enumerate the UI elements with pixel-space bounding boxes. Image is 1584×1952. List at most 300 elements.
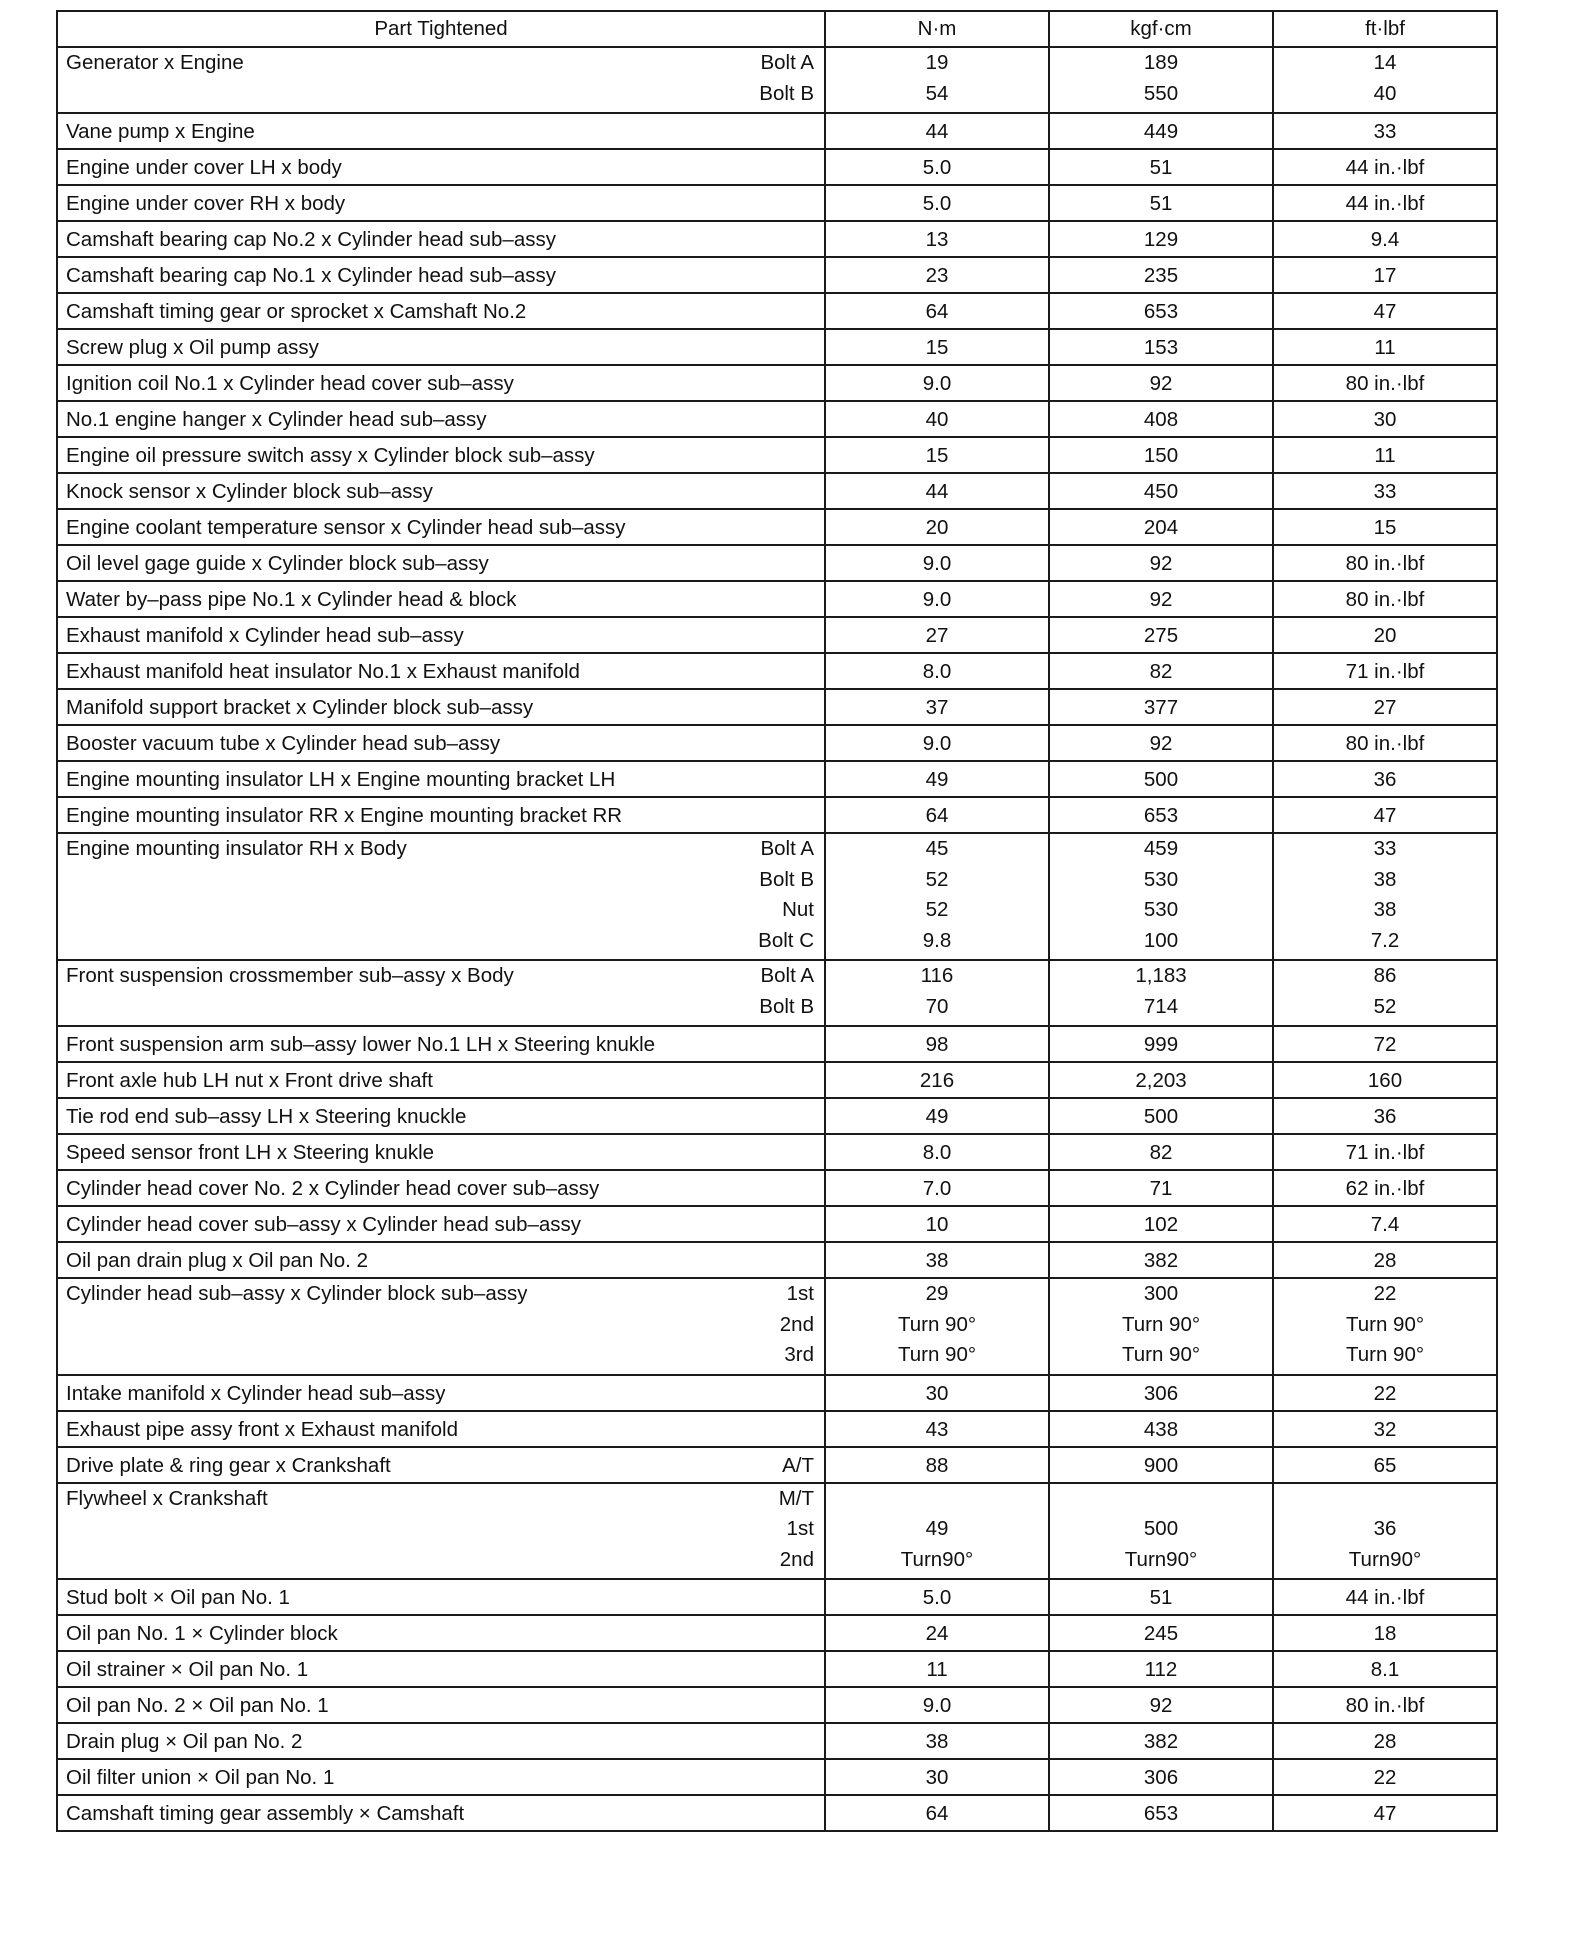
table-row xyxy=(57,1134,1497,1170)
ft-lbf-value: 33 xyxy=(1373,837,1397,860)
nm-cell xyxy=(825,1278,1049,1375)
part-name: Oil pan No. 2 × Oil pan No. 1 xyxy=(66,1694,329,1717)
nm-value: 8.0 xyxy=(922,1141,952,1164)
nm-cell xyxy=(825,833,1049,960)
kgf-cm-cell xyxy=(1049,401,1273,437)
part-cell xyxy=(57,1579,825,1615)
ft-lbf-cell xyxy=(1273,1723,1497,1759)
header-part-tightened: Part Tightened xyxy=(57,11,825,47)
ft-lbf-cell xyxy=(1273,401,1497,437)
part-cell xyxy=(57,473,825,509)
part-cell-content xyxy=(58,258,824,292)
part-cell xyxy=(57,293,825,329)
part-cell-content xyxy=(58,438,824,472)
table-row xyxy=(57,1026,1497,1062)
ft-lbf-value: 7.4 xyxy=(1370,1213,1400,1236)
ft-lbf-cell xyxy=(1273,833,1497,960)
sub-labels xyxy=(767,1484,814,1576)
kgf-cm-cell xyxy=(1049,581,1273,617)
kgf-cm-cell xyxy=(1049,1026,1273,1062)
ft-lbf-cell xyxy=(1273,149,1497,185)
part-name: Manifold support bracket x Cylinder block sub–assy xyxy=(66,696,534,719)
ft-lbf-cell xyxy=(1273,1579,1497,1615)
torque-spec-table xyxy=(56,10,1498,1832)
table-row xyxy=(57,1447,1497,1483)
ft-lbf-value: 38 xyxy=(1373,898,1397,921)
ft-lbf-value: 36 xyxy=(1373,1105,1397,1128)
sub-label: 1st xyxy=(786,1517,814,1540)
kgf-cm-value: 82 xyxy=(1149,660,1173,683)
nm-value: 9.0 xyxy=(922,1694,952,1717)
table-row xyxy=(57,1579,1497,1615)
table-row xyxy=(57,833,1497,960)
ft-lbf-cell xyxy=(1273,797,1497,833)
nm-value: 15 xyxy=(925,336,949,359)
part-cell xyxy=(57,960,825,1026)
kgf-cm-cell xyxy=(1049,113,1273,149)
nm-value: 5.0 xyxy=(922,192,952,215)
ft-lbf-cell xyxy=(1273,1447,1497,1483)
kgf-cm-value: 382 xyxy=(1143,1730,1179,1753)
part-cell xyxy=(57,1723,825,1759)
ft-lbf-value: 11 xyxy=(1374,336,1396,359)
nm-cell xyxy=(825,1062,1049,1098)
ft-lbf-cell xyxy=(1273,1411,1497,1447)
part-name: Screw plug x Oil pump assy xyxy=(66,336,319,359)
nm-value: 43 xyxy=(925,1417,949,1441)
kgf-cm-value: 449 xyxy=(1143,120,1179,143)
part-cell-content xyxy=(58,762,824,796)
kgf-cm-value: 102 xyxy=(1143,1213,1179,1236)
part-cell-content xyxy=(58,1760,824,1794)
nm-cell xyxy=(825,509,1049,545)
kgf-cm-cell xyxy=(1049,293,1273,329)
nm-value: 44 xyxy=(925,480,949,503)
sub-labels xyxy=(768,1279,814,1371)
kgf-cm-value: 300 xyxy=(1143,1282,1179,1305)
header-ft-lbf: ft·lbf xyxy=(1273,11,1497,47)
ft-lbf-cell xyxy=(1273,185,1497,221)
part-cell xyxy=(57,257,825,293)
nm-cell xyxy=(825,257,1049,293)
nm-cell xyxy=(825,617,1049,653)
header-kgf-cm: kgf·cm xyxy=(1049,11,1273,47)
ft-lbf-value: 27 xyxy=(1373,696,1397,719)
sub-label: Bolt A xyxy=(760,964,814,987)
kgf-cm-value: 51 xyxy=(1149,156,1173,179)
ft-lbf-value: 22 xyxy=(1373,1381,1397,1405)
kgf-cm-cell xyxy=(1049,617,1273,653)
sub-labels xyxy=(747,961,814,1022)
part-name: Oil pan drain plug x Oil pan No. 2 xyxy=(66,1249,368,1272)
part-name: Cylinder head sub–assy x Cylinder block sub–assy xyxy=(66,1282,528,1305)
sub-label: Bolt A xyxy=(760,837,814,860)
kgf-cm-value: 275 xyxy=(1143,624,1179,647)
part-cell-content xyxy=(58,1652,824,1686)
ft-lbf-cell xyxy=(1273,221,1497,257)
part-cell xyxy=(57,1242,825,1278)
ft-lbf-value: 44 in.·lbf xyxy=(1345,192,1425,215)
part-name: Engine coolant temperature sensor x Cylinder head sub–assy xyxy=(66,516,626,539)
ft-lbf-cell xyxy=(1273,47,1497,113)
nm-value: 37 xyxy=(925,696,949,719)
nm-cell xyxy=(825,149,1049,185)
ft-lbf-value xyxy=(1274,1484,1496,1515)
ft-lbf-value: 72 xyxy=(1373,1033,1397,1056)
nm-value: 64 xyxy=(925,1802,949,1825)
nm-value xyxy=(826,1484,1048,1515)
ft-lbf-cell xyxy=(1273,617,1497,653)
ft-lbf-cell xyxy=(1273,581,1497,617)
table-row xyxy=(57,221,1497,257)
part-cell xyxy=(57,1759,825,1795)
nm-value: 10 xyxy=(925,1213,949,1236)
nm-cell xyxy=(825,1615,1049,1651)
part-cell xyxy=(57,221,825,257)
kgf-cm-cell xyxy=(1049,1062,1273,1098)
kgf-cm-value: Turn 90° xyxy=(1121,1312,1201,1336)
nm-cell xyxy=(825,1795,1049,1831)
nm-value: 40 xyxy=(925,408,949,431)
ft-lbf-value: 22 xyxy=(1373,1282,1397,1305)
table-row xyxy=(57,401,1497,437)
ft-lbf-cell xyxy=(1273,653,1497,689)
table-row xyxy=(57,149,1497,185)
ft-lbf-value: 80 in.·lbf xyxy=(1345,1694,1425,1717)
sub-label: 2nd xyxy=(779,1547,814,1571)
ft-lbf-cell xyxy=(1273,1795,1497,1831)
kgf-cm-value: 235 xyxy=(1143,264,1179,287)
part-cell-content xyxy=(58,1448,824,1482)
ft-lbf-value: 22 xyxy=(1373,1766,1397,1789)
kgf-cm-value: 530 xyxy=(1143,898,1179,921)
ft-lbf-value: 71 in.·lbf xyxy=(1345,1141,1425,1164)
ft-lbf-value: Turn 90° xyxy=(1345,1312,1425,1336)
table-row xyxy=(57,293,1497,329)
kgf-cm-cell xyxy=(1049,509,1273,545)
kgf-cm-value: 550 xyxy=(1143,81,1179,105)
kgf-cm-value: 653 xyxy=(1143,804,1179,827)
kgf-cm-value: 112 xyxy=(1144,1658,1178,1681)
kgf-cm-cell xyxy=(1049,1687,1273,1723)
part-cell-content xyxy=(58,1580,824,1614)
part-cell-content xyxy=(58,726,824,760)
kgf-cm-value: 92 xyxy=(1149,1694,1173,1717)
nm-cell xyxy=(825,185,1049,221)
ft-lbf-cell xyxy=(1273,1170,1497,1206)
table-row xyxy=(57,185,1497,221)
nm-value: 9.0 xyxy=(922,552,952,575)
nm-value: 216 xyxy=(919,1069,955,1092)
nm-value: 30 xyxy=(925,1381,949,1405)
part-cell xyxy=(57,1375,825,1411)
part-cell-content xyxy=(58,474,824,508)
nm-cell xyxy=(825,293,1049,329)
kgf-cm-value: 500 xyxy=(1143,1105,1179,1128)
part-cell-content xyxy=(58,186,824,220)
part-cell xyxy=(57,437,825,473)
ft-lbf-value: 80 in.·lbf xyxy=(1345,588,1425,611)
nm-value: 54 xyxy=(925,81,949,105)
sub-labels xyxy=(770,1448,814,1482)
sub-labels xyxy=(746,834,814,956)
part-cell-content xyxy=(58,402,824,436)
kgf-cm-value: 92 xyxy=(1149,372,1173,395)
part-cell-content xyxy=(58,690,824,724)
ft-lbf-value: 20 xyxy=(1373,624,1397,647)
nm-cell xyxy=(825,329,1049,365)
part-cell xyxy=(57,365,825,401)
part-cell xyxy=(57,401,825,437)
part-cell xyxy=(57,725,825,761)
part-cell-content xyxy=(58,834,824,959)
ft-lbf-cell xyxy=(1273,329,1497,365)
kgf-cm-cell xyxy=(1049,1170,1273,1206)
nm-cell xyxy=(825,1242,1049,1278)
ft-lbf-cell xyxy=(1273,1687,1497,1723)
part-cell xyxy=(57,1026,825,1062)
part-cell xyxy=(57,1098,825,1134)
nm-value: 5.0 xyxy=(922,156,952,179)
part-name: Camshaft timing gear or sprocket x Camshaft No.2 xyxy=(66,300,527,323)
kgf-cm-cell xyxy=(1049,1795,1273,1831)
nm-value: 9.0 xyxy=(922,588,952,611)
part-cell-content xyxy=(58,48,824,112)
ft-lbf-value: Turn90° xyxy=(1348,1547,1422,1571)
part-cell xyxy=(57,545,825,581)
table-row xyxy=(57,581,1497,617)
nm-cell xyxy=(825,1170,1049,1206)
nm-value: 15 xyxy=(925,444,949,467)
nm-cell xyxy=(825,653,1049,689)
kgf-cm-value: 450 xyxy=(1143,480,1179,503)
part-cell-content xyxy=(58,618,824,652)
kgf-cm-cell xyxy=(1049,365,1273,401)
part-name: No.1 engine hanger x Cylinder head sub–assy xyxy=(66,408,487,431)
kgf-cm-cell xyxy=(1049,47,1273,113)
kgf-cm-value: 900 xyxy=(1143,1453,1179,1477)
header-row xyxy=(57,11,1497,47)
part-cell-content xyxy=(58,114,824,148)
part-cell-content xyxy=(58,1412,824,1446)
table-row xyxy=(57,1687,1497,1723)
nm-value: Turn 90° xyxy=(897,1312,977,1336)
ft-lbf-cell xyxy=(1273,1134,1497,1170)
kgf-cm-cell xyxy=(1049,689,1273,725)
part-name: Booster vacuum tube x Cylinder head sub–assy xyxy=(66,732,501,755)
table-row xyxy=(57,761,1497,797)
kgf-cm-cell xyxy=(1049,653,1273,689)
sub-label: Bolt B xyxy=(759,994,814,1018)
table-row xyxy=(57,1615,1497,1651)
part-name: Knock sensor x Cylinder block sub–assy xyxy=(66,480,433,503)
sub-label: M/T xyxy=(778,1486,814,1510)
nm-value: 19 xyxy=(925,51,949,74)
part-cell xyxy=(57,329,825,365)
sub-label: Bolt B xyxy=(759,867,814,891)
ft-lbf-value: 32 xyxy=(1373,1417,1397,1441)
kgf-cm-cell xyxy=(1049,1615,1273,1651)
table-row xyxy=(57,1411,1497,1447)
table-row xyxy=(57,725,1497,761)
kgf-cm-value: 1,183 xyxy=(1135,964,1187,987)
kgf-cm-value: Turn 90° xyxy=(1121,1343,1201,1366)
part-cell-content xyxy=(58,1099,824,1133)
ft-lbf-value: 7.2 xyxy=(1370,928,1400,952)
ft-lbf-cell xyxy=(1273,509,1497,545)
part-cell-content xyxy=(58,366,824,400)
table-row xyxy=(57,1062,1497,1098)
part-cell-content xyxy=(58,961,824,1025)
table-row xyxy=(57,1170,1497,1206)
kgf-cm-value: 306 xyxy=(1143,1381,1179,1405)
table-row xyxy=(57,437,1497,473)
ft-lbf-cell xyxy=(1273,1375,1497,1411)
part-cell-content xyxy=(58,1688,824,1722)
table-row xyxy=(57,1483,1497,1580)
kgf-cm-cell xyxy=(1049,725,1273,761)
kgf-cm-value: 71 xyxy=(1149,1177,1173,1200)
ft-lbf-value: 30 xyxy=(1373,408,1397,431)
table-row xyxy=(57,1206,1497,1242)
kgf-cm-cell xyxy=(1049,149,1273,185)
table-row xyxy=(57,47,1497,113)
sub-label: A/T xyxy=(782,1453,814,1477)
kgf-cm-value: 438 xyxy=(1143,1417,1179,1441)
part-cell-content xyxy=(58,798,824,832)
nm-value: Turn 90° xyxy=(897,1343,977,1366)
part-cell-content xyxy=(58,1616,824,1650)
part-cell-content xyxy=(58,582,824,616)
kgf-cm-value: 306 xyxy=(1143,1766,1179,1789)
part-name: Engine under cover RH x body xyxy=(66,192,346,215)
ft-lbf-cell xyxy=(1273,113,1497,149)
table-body xyxy=(57,47,1497,1831)
sub-label: 1st xyxy=(786,1282,814,1305)
part-name: Engine mounting insulator RH x Body xyxy=(66,837,407,860)
kgf-cm-cell xyxy=(1049,221,1273,257)
nm-cell xyxy=(825,1759,1049,1795)
kgf-cm-value: 653 xyxy=(1143,300,1179,323)
part-name: Oil level gage guide x Cylinder block sub–assy xyxy=(66,552,489,575)
part-name: Exhaust manifold x Cylinder head sub–assy xyxy=(66,624,464,647)
kgf-cm-value: 382 xyxy=(1143,1249,1179,1272)
ft-lbf-value: Turn 90° xyxy=(1345,1343,1425,1366)
nm-cell xyxy=(825,797,1049,833)
part-cell xyxy=(57,149,825,185)
nm-value: 27 xyxy=(925,624,949,647)
sub-label: 3rd xyxy=(784,1343,814,1366)
ft-lbf-value: 11 xyxy=(1374,444,1396,467)
part-cell xyxy=(57,1206,825,1242)
kgf-cm-value: 51 xyxy=(1149,192,1173,215)
ft-lbf-cell xyxy=(1273,1098,1497,1134)
kgf-cm-value: 500 xyxy=(1143,768,1179,791)
part-name: Drive plate & ring gear x Crankshaft xyxy=(66,1453,391,1477)
table-row xyxy=(57,1098,1497,1134)
nm-cell xyxy=(825,1206,1049,1242)
table-row xyxy=(57,329,1497,365)
ft-lbf-value: 47 xyxy=(1373,1802,1397,1825)
nm-cell xyxy=(825,725,1049,761)
part-cell-content xyxy=(58,1027,824,1061)
ft-lbf-value: 17 xyxy=(1373,264,1397,287)
part-cell-content xyxy=(58,1171,824,1205)
ft-lbf-cell xyxy=(1273,1026,1497,1062)
part-name: Front suspension arm sub–assy lower No.1 LH x Steering knukle xyxy=(66,1033,656,1056)
part-cell xyxy=(57,1447,825,1483)
part-name: Flywheel x Crankshaft xyxy=(66,1486,268,1510)
part-cell xyxy=(57,761,825,797)
nm-value: 20 xyxy=(925,516,949,539)
part-cell xyxy=(57,1170,825,1206)
ft-lbf-value: 80 in.·lbf xyxy=(1345,732,1425,755)
kgf-cm-cell xyxy=(1049,1759,1273,1795)
nm-cell xyxy=(825,1411,1049,1447)
table-header xyxy=(57,11,1497,47)
nm-value: 64 xyxy=(925,804,949,827)
nm-value: 11 xyxy=(926,1658,948,1681)
nm-cell xyxy=(825,437,1049,473)
kgf-cm-cell xyxy=(1049,1278,1273,1375)
table-row xyxy=(57,1723,1497,1759)
sub-labels xyxy=(747,48,814,109)
part-name: Oil pan No. 1 × Cylinder block xyxy=(66,1622,338,1645)
nm-value: 30 xyxy=(925,1766,949,1789)
table-row xyxy=(57,1759,1497,1795)
part-cell xyxy=(57,797,825,833)
nm-cell xyxy=(825,545,1049,581)
sub-label: Bolt B xyxy=(759,81,814,105)
part-cell xyxy=(57,185,825,221)
kgf-cm-cell xyxy=(1049,960,1273,1026)
part-name: Vane pump x Engine xyxy=(66,120,255,143)
part-name: Exhaust manifold heat insulator No.1 x Exhaust manifold xyxy=(66,660,580,683)
ft-lbf-value: 36 xyxy=(1373,1517,1397,1540)
part-cell xyxy=(57,47,825,113)
part-cell xyxy=(57,1483,825,1580)
table-row xyxy=(57,1795,1497,1831)
nm-value: 29 xyxy=(925,1282,949,1305)
ft-lbf-cell xyxy=(1273,545,1497,581)
nm-value: 38 xyxy=(925,1249,949,1272)
part-cell xyxy=(57,1651,825,1687)
kgf-cm-cell xyxy=(1049,1134,1273,1170)
nm-value: 116 xyxy=(920,964,954,987)
kgf-cm-value: 204 xyxy=(1143,516,1179,539)
table-row xyxy=(57,797,1497,833)
kgf-cm-cell xyxy=(1049,1242,1273,1278)
part-cell xyxy=(57,653,825,689)
kgf-cm-value: 82 xyxy=(1149,1141,1173,1164)
nm-value: 52 xyxy=(925,898,949,921)
ft-lbf-value: 65 xyxy=(1373,1453,1397,1477)
table-row xyxy=(57,473,1497,509)
part-name: Front suspension crossmember sub–assy x Body xyxy=(66,964,514,987)
part-cell xyxy=(57,1795,825,1831)
sub-label: Bolt C xyxy=(758,928,814,952)
kgf-cm-value: 245 xyxy=(1143,1622,1179,1645)
part-cell-content xyxy=(58,1207,824,1241)
ft-lbf-cell xyxy=(1273,293,1497,329)
part-name: Stud bolt × Oil pan No. 1 xyxy=(66,1586,290,1609)
kgf-cm-value: 714 xyxy=(1143,994,1179,1018)
nm-value: 44 xyxy=(925,120,949,143)
part-cell-content xyxy=(58,294,824,328)
table-row xyxy=(57,1651,1497,1687)
nm-value: 49 xyxy=(925,768,949,791)
part-cell-content xyxy=(58,654,824,688)
